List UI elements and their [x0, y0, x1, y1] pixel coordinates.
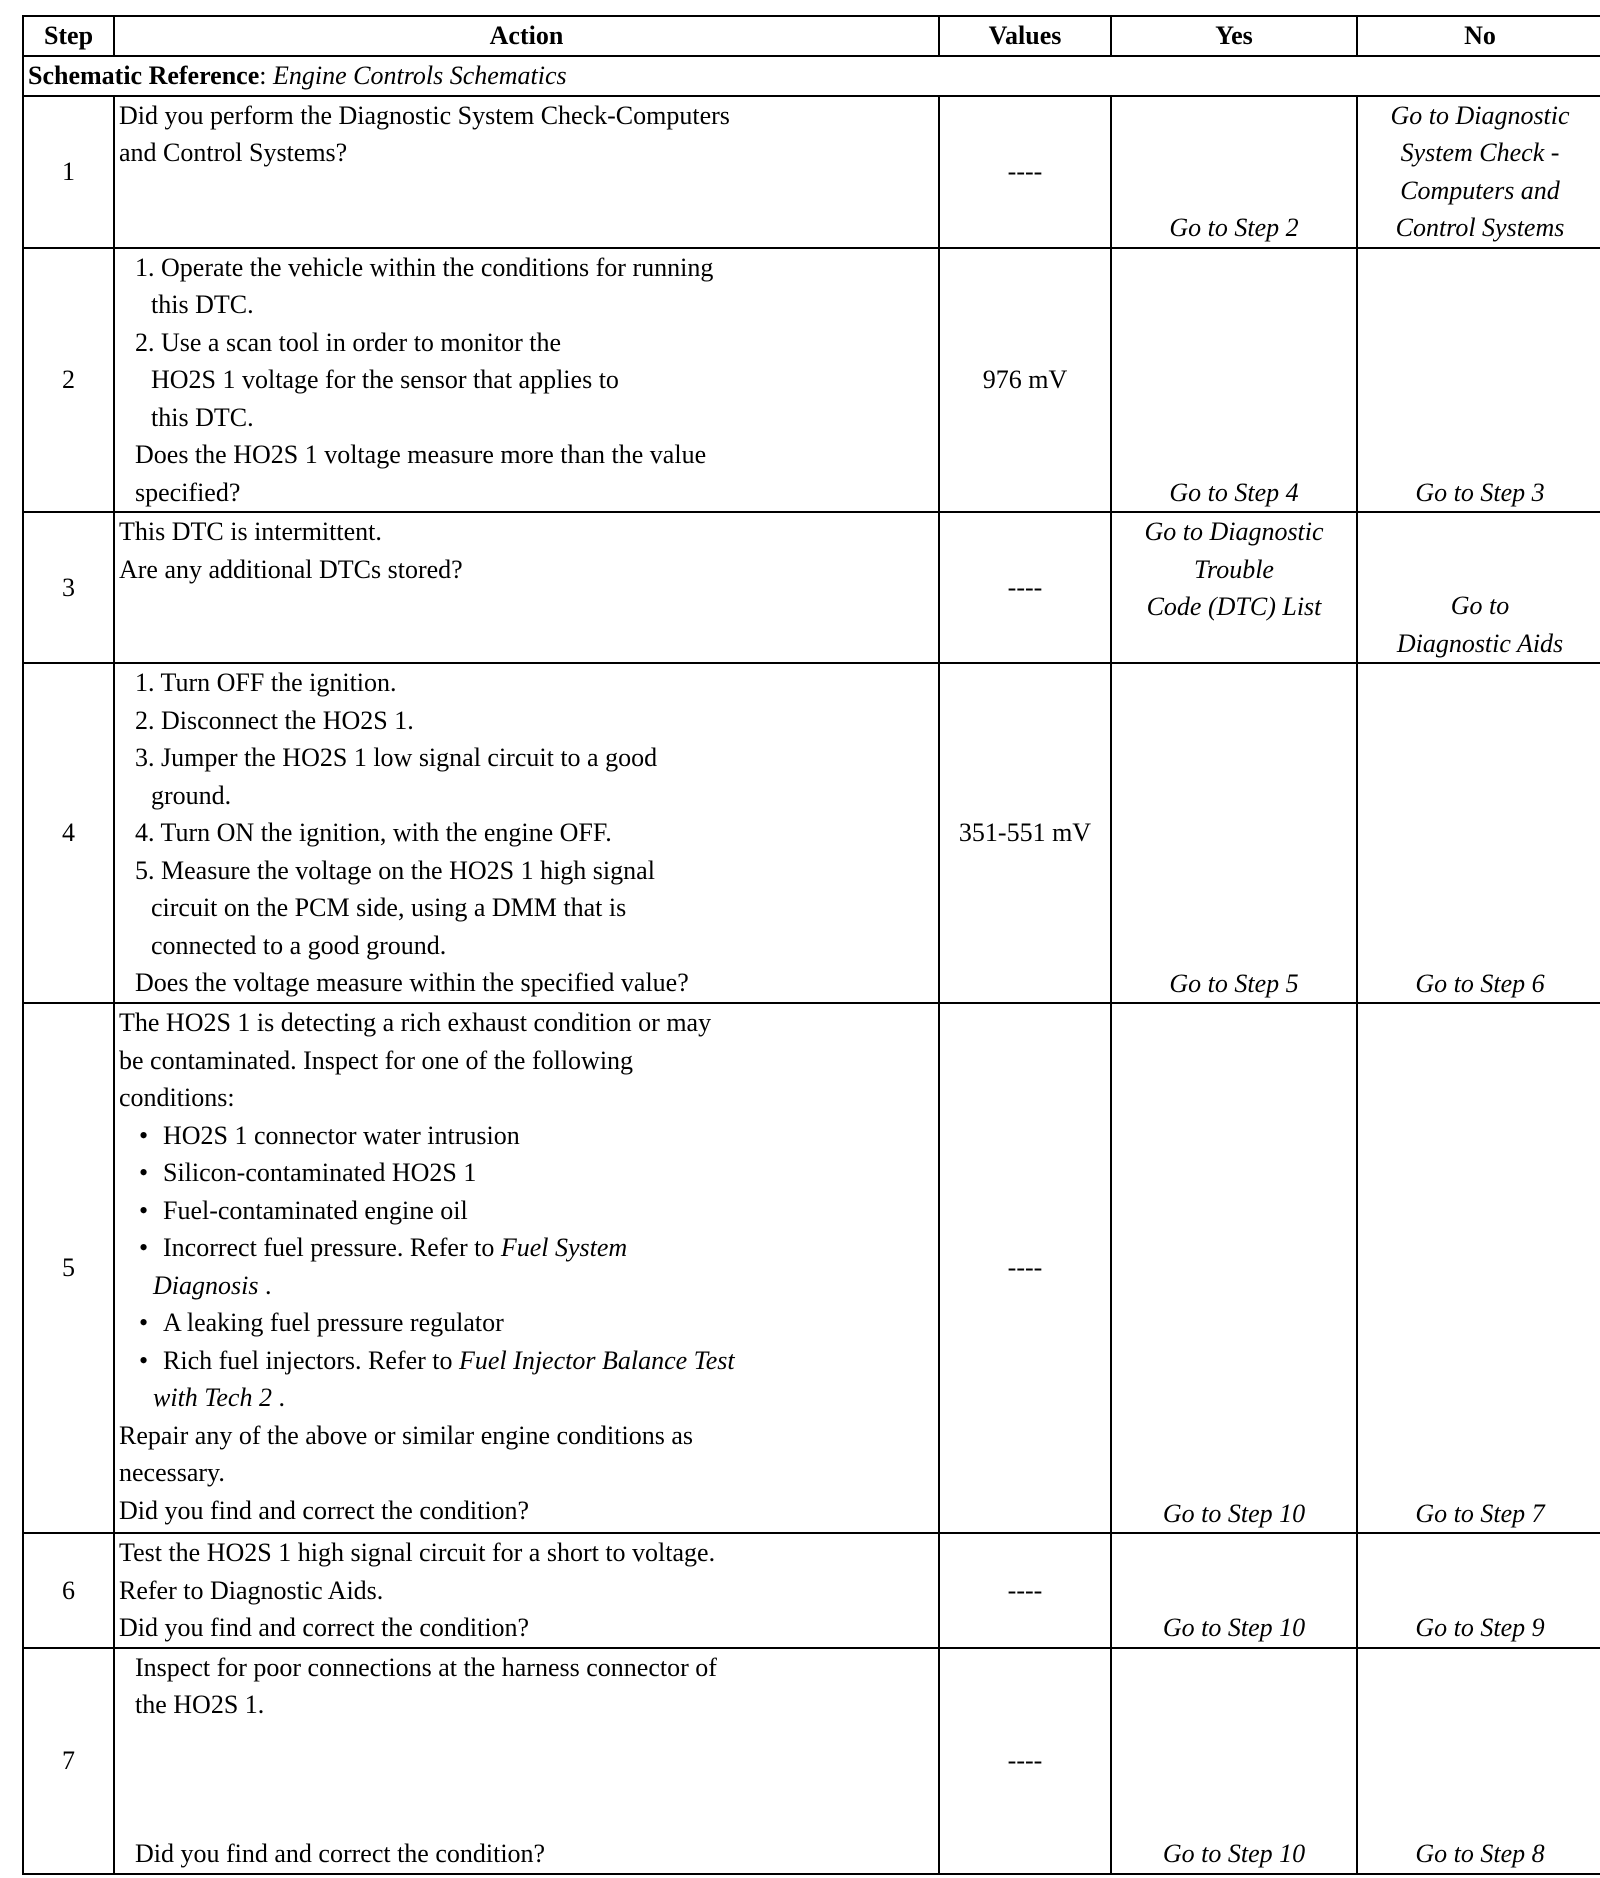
step-value: ---- [939, 96, 1111, 248]
action-line: the HO2S 1. [135, 1690, 265, 1719]
no-link[interactable]: Go to Step 6 [1415, 968, 1545, 998]
no-link[interactable]: Go to Step 9 [1415, 1613, 1545, 1642]
action-line: and Control Systems? [119, 138, 348, 167]
yes-link[interactable]: Go to Step 2 [1169, 213, 1299, 242]
no-link[interactable]: Diagnostic Aids [1396, 628, 1564, 658]
header-step: Step [23, 16, 114, 56]
schematic-label: Schematic Reference [28, 61, 260, 90]
step-value: 976 mV [939, 248, 1111, 513]
step-continuation: ground. [151, 780, 232, 810]
no-cell [1357, 1003, 1600, 1533]
step-value: ---- [939, 1003, 1111, 1533]
schematic-reference [23, 56, 1600, 96]
yes-cell [1111, 663, 1357, 1003]
step-action [114, 1003, 939, 1533]
action-line: Are any additional DTCs stored? [119, 554, 463, 584]
table-row [23, 512, 1600, 663]
table-row [23, 663, 1600, 1003]
yes-cell [1111, 512, 1357, 663]
no-link[interactable]: Go to Step 3 [1415, 477, 1545, 507]
step-value: 351-551 mV [939, 663, 1111, 1003]
bullet-item: • HO2S 1 connector water intrusion [119, 1117, 934, 1155]
step-action [114, 663, 939, 1003]
no-link[interactable]: Go to Step 8 [1415, 1839, 1545, 1868]
no-cell [1357, 1648, 1600, 1874]
yes-cell [1111, 1003, 1357, 1533]
table-row [23, 96, 1600, 248]
table-row [23, 1533, 1600, 1648]
schematic-link[interactable]: Engine Controls Schematics [272, 61, 567, 90]
no-link[interactable]: Go to Step 7 [1415, 1498, 1545, 1528]
bullet-item [119, 1229, 934, 1267]
question-line: Does the voltage measure within the specified value? [135, 968, 689, 997]
step-action [114, 1648, 939, 1874]
question-line: specified? [135, 477, 241, 507]
numbered-step: 1. Operate the vehicle within the conditions for running [135, 252, 714, 282]
yes-link[interactable]: Go to Step 10 [1162, 1839, 1306, 1868]
step-action [114, 96, 939, 248]
diagnostic-table [22, 15, 1600, 1875]
fuel-system-link[interactable]: Diagnosis [153, 1270, 259, 1300]
bullet-item: • Silicon-contaminated HO2S 1 [119, 1154, 934, 1192]
step-number: 4 [23, 663, 114, 1003]
fuel-system-link[interactable]: Fuel System [500, 1233, 628, 1262]
question-line: Does the HO2S 1 voltage measure more than the value [135, 440, 707, 469]
step-continuation: HO2S 1 voltage for the sensor that applies to [151, 365, 619, 394]
bullet-item: • Fuel-contaminated engine oil [119, 1192, 934, 1230]
action-line: The HO2S 1 is detecting a rich exhaust condition or may [119, 1008, 712, 1037]
step-continuation: this DTC. [151, 290, 254, 319]
question-line: Did you find and correct the condition? [135, 1839, 546, 1868]
yes-link[interactable]: Go to Diagnostic [1144, 517, 1324, 546]
no-cell [1357, 1533, 1600, 1648]
table-row [23, 1003, 1600, 1533]
bullet-continuation [119, 1379, 934, 1417]
no-link[interactable]: Go to Diagnostic [1390, 100, 1570, 130]
bullet-continuation [119, 1267, 934, 1305]
injector-balance-link[interactable]: with Tech 2 [153, 1383, 272, 1412]
step-value: ---- [939, 512, 1111, 663]
header-no: No [1357, 16, 1600, 56]
step-action [114, 1533, 939, 1648]
question-line: Did you find and correct the condition? [119, 1495, 530, 1525]
step-continuation: circuit on the PCM side, using a DMM that is [151, 893, 627, 922]
yes-link[interactable]: Go to Step 4 [1169, 477, 1299, 507]
numbered-step: 2. Disconnect the HO2S 1. [135, 705, 414, 735]
table-row [23, 1648, 1600, 1874]
step-continuation: this DTC. [151, 402, 254, 432]
no-cell [1357, 512, 1600, 663]
step-number: 2 [23, 248, 114, 513]
step-continuation: connected to a good ground. [151, 930, 447, 960]
numbered-step: 1. Turn OFF the ignition. [135, 668, 397, 697]
schematic-colon: : [259, 61, 267, 90]
action-line: be contaminated. Inspect for one of the following [119, 1045, 634, 1075]
header-values: Values [939, 16, 1111, 56]
yes-link[interactable]: Go to Step 5 [1169, 968, 1299, 998]
step-number: 5 [23, 1003, 114, 1533]
header-action: Action [114, 16, 939, 56]
numbered-step: 5. Measure the voltage on the HO2S 1 high signal [135, 855, 655, 885]
step-value: ---- [939, 1533, 1111, 1648]
step-number: 7 [23, 1648, 114, 1874]
bullet-text: Rich fuel injectors. Refer to [163, 1345, 460, 1375]
numbered-step: 4. Turn ON the ignition, with the engine OFF. [135, 818, 612, 847]
no-cell [1357, 663, 1600, 1003]
table-row [23, 248, 1600, 513]
action-line: Inspect for poor connections at the harness connector of [135, 1652, 717, 1682]
yes-cell [1111, 248, 1357, 513]
bullet-item: • A leaking fuel pressure regulator [119, 1304, 934, 1342]
no-cell [1357, 96, 1600, 248]
yes-link[interactable]: Trouble [1194, 554, 1274, 584]
no-cell [1357, 248, 1600, 513]
yes-cell [1111, 1533, 1357, 1648]
step-value: ---- [939, 1648, 1111, 1874]
schematic-row [23, 56, 1600, 96]
injector-balance-link[interactable]: Fuel Injector Balance Test [459, 1345, 735, 1375]
step-action [114, 248, 939, 513]
yes-cell [1111, 1648, 1357, 1874]
yes-cell [1111, 96, 1357, 248]
no-link[interactable]: Computers and [1400, 175, 1560, 205]
action-line: Refer to Diagnostic Aids. [119, 1575, 384, 1605]
action-line: Test the HO2S 1 high signal circuit for a short to voltage. [119, 1538, 716, 1567]
yes-link[interactable]: Code (DTC) List [1146, 592, 1322, 621]
action-line: Did you perform the Diagnostic System Check-Computers [119, 100, 730, 130]
step-action [114, 512, 939, 663]
yes-link[interactable]: Go to Step 10 [1162, 1498, 1306, 1528]
bullet-tail: . [271, 1383, 285, 1412]
no-link[interactable]: Go to [1450, 591, 1510, 620]
step-number: 1 [23, 96, 114, 248]
action-line: Repair any of the above or similar engine conditions as [119, 1420, 694, 1450]
header-yes: Yes [1111, 16, 1357, 56]
step-number: 6 [23, 1533, 114, 1648]
action-line: conditions: [119, 1083, 235, 1112]
yes-link[interactable]: Go to Step 10 [1162, 1613, 1306, 1642]
bullet-text: Incorrect fuel pressure. Refer to [163, 1233, 501, 1262]
no-link[interactable]: Control Systems [1395, 213, 1565, 242]
bullet-tail: . [258, 1270, 272, 1300]
numbered-step: 3. Jumper the HO2S 1 low signal circuit to a good [135, 743, 658, 772]
question-line: Did you find and correct the condition? [119, 1613, 530, 1642]
numbered-step: 2. Use a scan tool in order to monitor the [135, 327, 562, 357]
action-line: necessary. [119, 1458, 225, 1487]
no-link[interactable]: System Check - [1400, 138, 1560, 167]
header-row [23, 16, 1600, 56]
action-line: This DTC is intermittent. [119, 517, 382, 546]
bullet-item [119, 1342, 934, 1380]
step-number: 3 [23, 512, 114, 663]
